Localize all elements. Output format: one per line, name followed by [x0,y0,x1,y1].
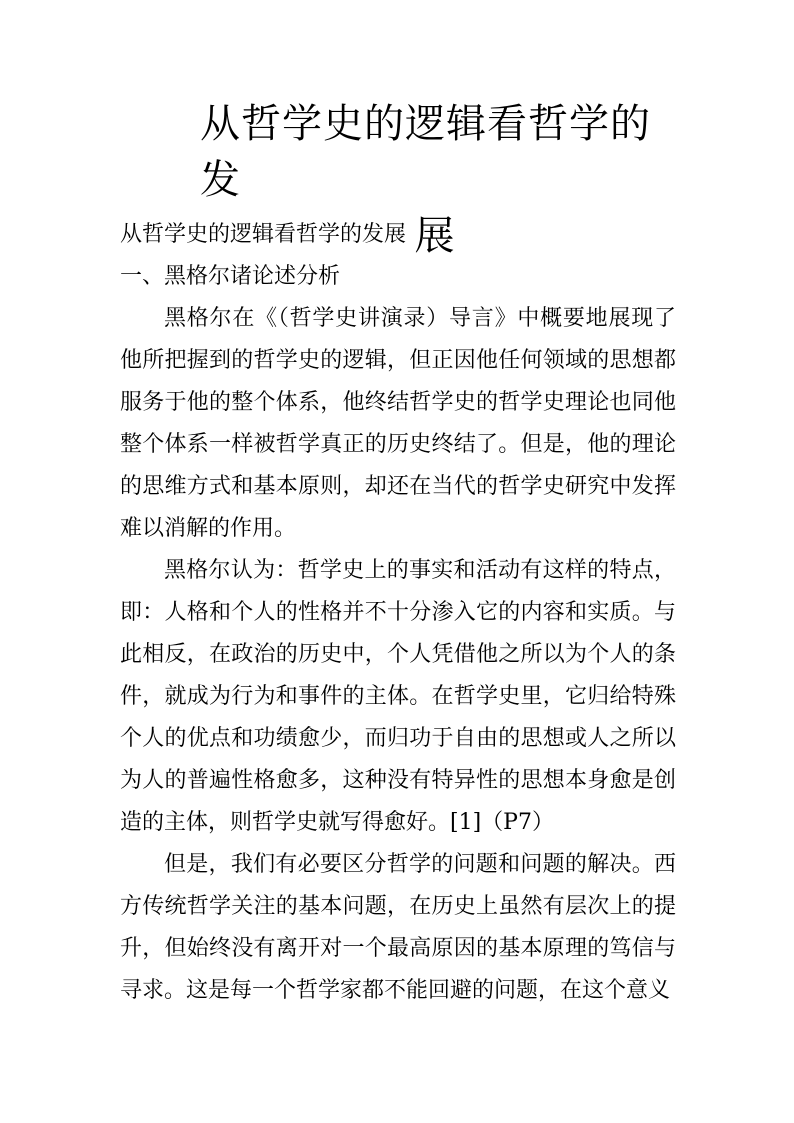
body-paragraph: 黑格尔认为：哲学史上的事实和活动有这样的特点，即：人格和个人的性格并不十分渗入它的内容和实质。与此相反，在政治的历史中，个人凭借他之所以为个人的条件，就成为行为和事件的主体。在哲学史里，它归给特殊个人的优点和功绩愈少，而归功于自由的思想或人之所以为人的普遍性格愈多，这种没有特异性的思想本身愈是创造的主体，则哲学史就写得愈好。[1]（P7） [120,558,676,835]
document-body [120,214,676,1012]
body-paragraph: 黑格尔在《（哲学史讲演录）导言》中概要地展现了他所把握到的哲学史的逻辑，但正因他任何领域的思想都服务于他的整个体系，他终结哲学史的哲学史理论也同他整个体系一样被哲学真正的历史终结了。但是，他的理论的思维方式和基本原则，却还在当代的哲学史研究中发挥难以消解的作用。 [120,306,676,541]
section-heading: 一、黑格尔诸论述分析 [120,264,341,289]
document-title-line: 从哲学史的逻辑看哲学的发 [200,101,651,203]
body-paragraph: 但是，我们有必要区分哲学的问题和问题的解决。西方传统哲学关注的基本问题，在历史上虽然有层次上的提升，但始终没有离开对一个最高原因的基本原理的笃信与寻求。这是每一个哲学家都不能回避的问题，在这个意义 [120,852,676,1003]
document-subtitle: 从哲学史的逻辑看哲学的发展 [120,222,407,247]
document-title-line: 展 [414,213,456,259]
